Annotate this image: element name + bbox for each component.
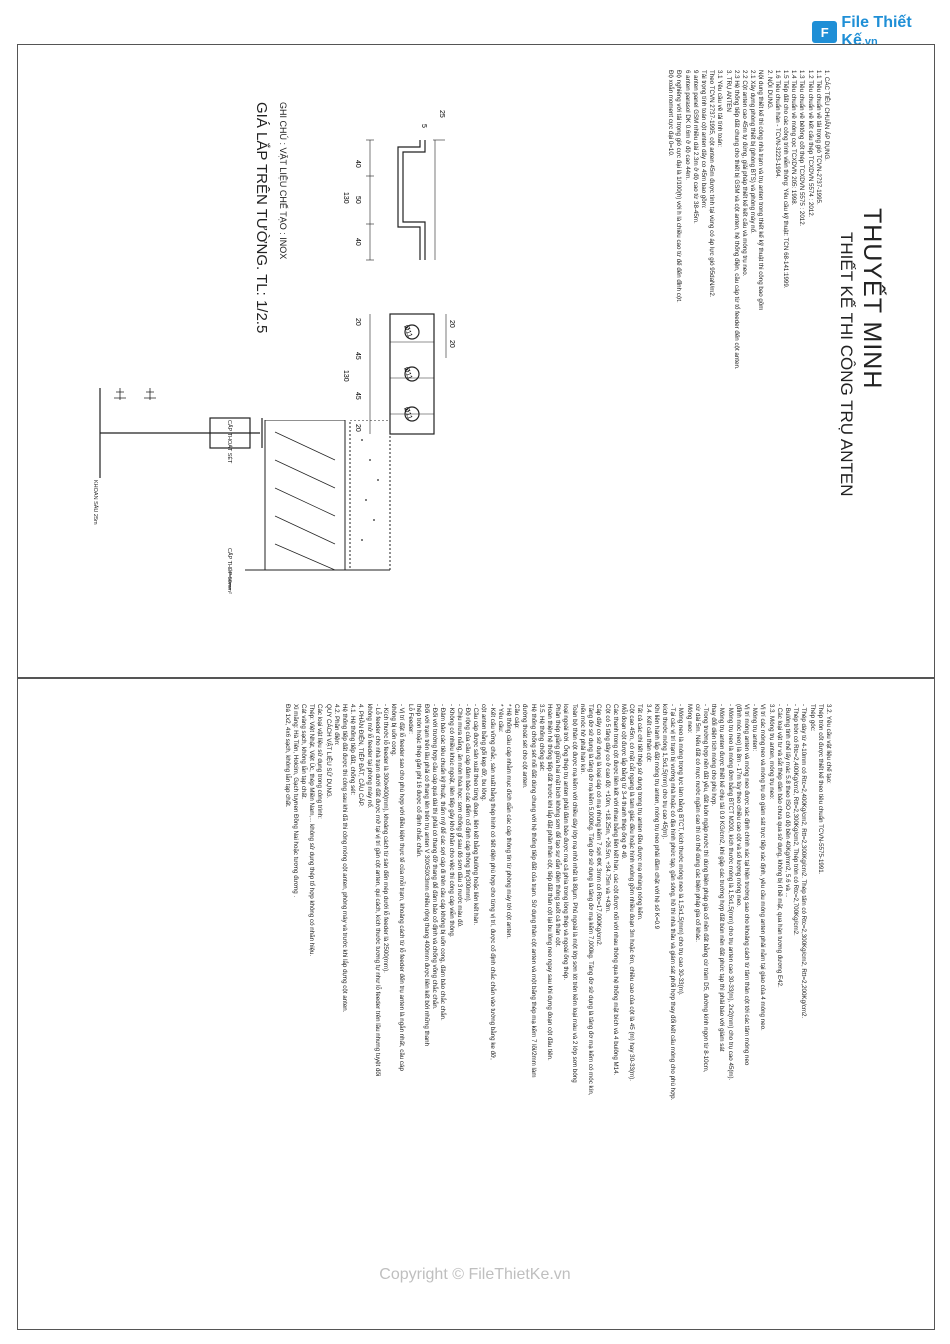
plate-dim-130: 130 — [342, 370, 349, 382]
right-text-line: Khi liên hành lắp đặt móng trụ anten, móng trụ neo phải đầm chặt với hệ số K=0.9 — [652, 704, 660, 930]
label-lightning-cable: CẤP THOÁT SÉT — [226, 420, 232, 464]
right-text-line: - Thép dày từ 4-10mm có Rtc=2,400Kg/cm2, Rtt=2,300Kg/cm2. Thép tấm có Rtc=2,300Kg/cm2, Rtt=2,200Kg/cm2. — [800, 704, 808, 1019]
left-text-line: 2. NỘI DUNG. — [765, 70, 773, 110]
right-text-line: Các thanh trong cột được liên kết với nhau bằng liên kết hàn, các cột được nối với nhau thông qua hệ thống mặt bích và 4 bulông M14. — [611, 704, 619, 1076]
right-text-line: 3.3. Móng trụ anten, móng trụ neo: — [767, 704, 775, 800]
right-text-line: Cầu cáp: — [513, 704, 521, 729]
right-text-line: kích thước móng 1,5x1,5(mm) cho trụ cao 45(m). — [660, 704, 668, 840]
right-text-line: Phần thép giằng giữa hai mặt bích không sơn để tạo sự dẫn điện thông suốt cả thân cột. — [554, 704, 562, 948]
right-text-line: 4.2. Phần điện: — [332, 704, 340, 746]
right-text-line: không bị uốn cong. — [390, 704, 398, 757]
profile-dim-25: 25 — [438, 110, 445, 118]
profile-dim-5: 5 — [420, 124, 427, 128]
right-text-line: 3.4. Kết cấu thân cột: — [644, 704, 652, 763]
right-text-line: Móng neo: — [685, 704, 693, 734]
right-text-line: - Độ rộng của cầu cáp đảm bảo các điểm cố định cáp thông tin(300mm). — [464, 704, 472, 903]
right-text-line: Các loại vật liệu sử dụng trong công trình: — [316, 704, 324, 819]
plate-dim-20c: 20 — [448, 320, 455, 328]
plate-dim-20b: 20 — [354, 424, 361, 432]
right-text-line: Tất cả các chi tiết thép sử dụng trong trụ anten đều được mạ nhúng nóng kẽm. — [636, 704, 644, 921]
right-text-line: - Cầu cáp được sản xuất theo từng đoạn, liên kết bằng bulông hoặc liên kết hàn. — [472, 704, 480, 926]
right-text-line: Cát vàng sạch, không lẫn tạp chất. — [300, 704, 307, 800]
bracket-plate-drawing — [270, 300, 480, 440]
right-text-line: Mỗi đoạn cột được lắp bằng từ 3-4 thanh thép ống Φ 49. — [619, 704, 627, 860]
left-text-line: 1.1 Tiêu chuẩn về tải trọng gió TCVN-2737-1995. — [814, 70, 822, 205]
left-text-line: 1.2 Tiêu chuẩn về kết cấu thép TCXDVN 5574 : 2012. — [806, 70, 814, 218]
right-text-line: Thép: Việt Nhật, Việt Úc, thép Miền Nam,... không sử dụng thép tổ hợp không có nhãn hiệu. — [308, 704, 316, 957]
right-text-line: Cột có 5 tầng dây co ở cao độ: +10m, +18.25m, +26.5m, +34.75m và +43m. — [603, 704, 611, 913]
left-text-line: 2.2 Cột anten cao 45m tự đứng, giải pháp thiết kế kết cấu và móng trụ neo. — [740, 70, 748, 277]
material-note: GHI CHÚ : VẬT LIỆU CHẾ TẠO : INOX — [278, 102, 288, 260]
left-text-line: 3.1 Yêu cầu về tải tính toán: — [716, 70, 724, 147]
left-text-line: Theo TCVN 2737-1995, cột anten 45m được tính tại vùng có áp lực gió 95daN/m2. — [708, 70, 716, 298]
page-title: THUYẾT MINH — [858, 208, 886, 390]
left-text-line: 9 anten panel GSM nhiều dài 2.3m ở độ cao từ 38-45m. — [691, 70, 699, 224]
right-text-line: cột anten bằng gối kẹp đỡ, bu lông. — [480, 704, 488, 802]
left-text-line: 1.5 Tiếp đất cho các công trình viễn thông: Yêu cầu kỹ thuật: TCN 68-141:1999. — [781, 70, 789, 289]
logo-badge-icon: F — [812, 21, 837, 43]
right-text-line: - Đối với trường hợp cầu cáp quá dài thì phải có thang đỡ thang để đảm bảo cố định và chống võng chắc chắn. — [431, 704, 439, 1010]
plate-dim-20d: 20 — [448, 340, 455, 348]
right-text-line: QUY CÁCH VẬT LIỆU SỬ DỤNG. — [324, 704, 332, 799]
bracket-detail-drawing — [270, 100, 480, 310]
left-text-line: Tải trọng tính toán cột anten dây co 45m bao gồm: — [699, 70, 707, 209]
right-text-line: - Các loại vật tư và sắt thép dân bảo chưa qua sử dụng, không bị rỉ bề mặt, qua hàn tương đương E42. — [775, 704, 783, 988]
left-text-line: 1.4 Tiêu chuẩn về móng cọc TCXDVN 205: 1998. — [790, 70, 798, 206]
right-text-line: - Tại các vị trí trạm bị vướng nhà hoặc có địa hình phức tạp, gần sông, hồ thì nhà thầu và giám sát phối hợp thay đổi kết cấu móng cho phù hợp. — [669, 704, 677, 1101]
right-text-line: - Trong trường hợp nền đất yếu, đất luôn ngập nước thì dùng biện pháp gia cố nền đất bằng cừ tràm D5, đường kính ngọn từ 8-10cm, — [701, 704, 709, 1073]
right-text-line: Đối với trạm trên lầu phải có thang lên trên trụ anten V 30X50X3mm chiều rộng thang 400mm được liên kết bởi những thanh — [423, 704, 431, 1047]
hole-label-3: Ø11 — [402, 406, 414, 421]
right-text-line: Hoàn thiện hệ thống tiếp đất trước khi lắp đặt phần thân cột, tiếp đất thân cột lại bu lông neo ngay sau khi dựng đoạn cột đầu tiên. — [546, 704, 554, 1061]
plate-dim-20a: 20 — [354, 318, 361, 326]
right-text-line: Vị trí các móng neo và móng trụ do giám sát trực tiếp xác định, yêu cầu móng anten phải nằm tại giao của 4 móng neo. — [759, 704, 767, 1031]
right-text-line: 4. PHẦN ĐIỆN, TIẾP ĐẤT, CẦU CÁP. — [357, 704, 365, 807]
right-text-line: Hệ thống chống sét nối đất dùng chung với hệ thống tiếp đất của trạm. Sử dụng thân cột anten và một băng thép mạ kẽm 7 lõi/2mm làm — [529, 704, 537, 1078]
hole-label-1: Ø11 — [402, 324, 414, 339]
right-text-line: - Chịu mưa nắng, ăn mòn hóa học: sơn chống gỉ sau đó sơn dầu 3 nước màu đỏ. — [455, 704, 463, 928]
profile-dim-130: 130 — [342, 192, 349, 204]
right-text-line: - Móng trụ neo là móng đơn bằng BTCT M200, kích thước móng là 1,5x1,5(mm) cho trụ anten cao 30-33(m), 2x2(mm) cho trụ cao 45(m). — [726, 704, 734, 1081]
right-text-line: loại ngoài trời. Ống thép trụ anten phải đảm bảo được mạ cả phía trong lòng thép và ngoài ống thép. — [562, 704, 570, 981]
profile-dim-50: 50 — [354, 196, 361, 204]
right-text-line: - Móng neo là móng trọng lực làm bằng BTCT, kích thước móng neo là 1,5x1,5(mm) cho trụ cao 30-33(m). — [677, 704, 685, 996]
right-text-line: cừ dài 5m. Nếu đất có mực nước ngầm cao thì có thể dùng các biện pháp gia cố khác. — [693, 704, 701, 942]
plate-dim-45a: 45 — [354, 352, 361, 360]
right-text-line: - Kết cấu vững chắc, sản xuất bằng thép hình có tiết diện phù hợp cho từng vị trí, được cố định chắc chắn vào tường bằng ke đỡ, — [488, 704, 496, 1060]
right-text-block — [282, 704, 832, 1100]
label-steel-cable: CẤP THÉP 50mm² — [226, 548, 232, 594]
left-text-line: 1.3 Tiêu chuẩn về bêtông cốt thép TCXDVN 5575 : 2012. — [798, 70, 806, 227]
page-subtitle: THIẾT KẾ THI CÔNG TRỤ ANTEN — [837, 232, 856, 497]
plate-dim-45b: 45 — [354, 392, 361, 400]
right-text-line: Thép tròn cốt được thiết kế theo tiêu chuẩn TCVN-5575-1991. — [816, 704, 824, 875]
right-text-line: thay đổi diện tích móng cho phù hợp. — [710, 704, 718, 807]
right-text-line: 4.1. Hệ thống tiếp đất, chống sét: — [349, 704, 357, 796]
rod-detail-drawing — [90, 378, 280, 488]
right-text-line: - Vị trí đặt lỗ feeder sao cho phù hợp với điều kiện thực tế của mỗi trạm, khoảng cách từ lỗ feeder đến trụ anten là ngắn nhất, cầu cáp — [398, 704, 406, 1071]
right-text-line: nếu móc hở phải hàn kín. — [578, 704, 586, 775]
right-text-line: Vị trí móng anten và móng neo được xác định chính xác tại hiện trường sao cho khoảng cách từ tâm thân cột tới các tâm móng neo — [742, 704, 750, 1066]
left-text-line: 2.1 Xây dựng phòng thiết bị (phòng BTS) và phòng máy nổ. — [749, 70, 757, 234]
right-text-line: - Kích thước lỗ feeder là 300x400(mm), khoảng cách từ sàn đến mép dưới lỗ feeder là 2500(mm). — [382, 704, 390, 973]
right-text-line: - Bulông tinh chế lấy mác 5.8 theo ISO có độ bền 40Kg/mm2, 5.6 và ... — [783, 704, 791, 898]
drawing-caption: GIÁ LẮP TRÊN TƯỜNG. TL: 1/2.5 — [253, 102, 270, 334]
right-text-line: - Thép tròn có Rtc=2,400Kg/cm2, Rtt=2,300Kg/cm2, Thép tròn có Rtc=2,700Kg/cm2. — [792, 704, 800, 936]
logo-text: File Thiết Kế.vn — [841, 14, 912, 49]
right-text-line: Cáp dây co sử dụng là loại cáp có mạ nhúng kẽm 7 sợi ΦK 3mm có Rtc=17,000Kg/cm2. — [595, 704, 603, 947]
left-text-block — [666, 70, 830, 370]
left-text-line: 1.6 Tiêu chuẩn hàn - TCVN-3223-1994. — [773, 70, 781, 179]
right-text-line: Đá 1x2, 4x6 sạch, không lẫn tạp chất. — [283, 704, 291, 808]
profile-dim-40a: 40 — [354, 160, 361, 168]
right-text-line: không mở lỗ feeder tại phòng máy nổ. — [365, 704, 373, 809]
right-text-line: * Hệ thống cầu cáp nhằm mục đích dẫn các cáp thông tin từ phòng máy tới cột anten. — [505, 704, 513, 939]
label-drill-depth: KHOAN SÂU 25m — [92, 480, 98, 525]
right-text-line: Thép góc: — [808, 704, 816, 732]
right-text-line: - Không có nhiều khúc ngoặt, liên tiếp gây khó khăn cho việc thi công cáp viễn thông. — [447, 704, 455, 938]
right-text-line: Lỗ Feeder: — [406, 704, 414, 734]
right-text-line: thép tròn hoặc thép gân phi 16 được cố định chắc chắn. — [414, 704, 422, 858]
left-text-line: 1. CÁC TIÊU CHUẨN ÁP DỤNG. — [823, 70, 830, 161]
left-text-line: Nội dung thiết kế thi công nhà trạm và trụ anten trong thiết kế kỹ thuật thi công bao gồm — [757, 70, 765, 311]
copyright-watermark: Copyright © FileThietKe.vn — [379, 1266, 571, 1283]
right-text-line: Tăng đơ sử dụng là tăng đơ mạ kẽm 5,000Kg. Tăng đơ sử dụng là tăng đơ mạ kẽm 7,000kg. Tăng đơ sử dụng là tăng đơ mạ kẽm có móc kín, — [587, 704, 595, 1096]
right-text-line: Xi măng: Hà Tiên, Holcim, Gạch tuynen Đồng Nai hoặc tương đương . — [291, 704, 299, 898]
right-text-line: 3.2. Yêu cầu vật liệu chế tạo: — [825, 704, 832, 784]
right-text-line: - Móng trụ anten được thiết kế chịu tải 0.9 KG/cm2, khi gặp các trường hợp đất bùn nền đất phức tạp thì phải báo với giám sát — [718, 704, 726, 1052]
left-text-line: Độ xoắn moment cực đại 0=10. — [667, 70, 675, 157]
right-text-line: (đỉnh móc neo) là 8m - 17m tùy theo chiều cao cột và số lượng móng neo. — [734, 704, 742, 908]
right-text-line: đường thoát sét cho cột anten. — [521, 704, 529, 789]
right-text-line: - Móng trụ anten: — [751, 704, 759, 752]
right-text-line: - Đảm bảo các tiêu chuẩn kỹ thuật, thẩm mỹ để các sợi cáp đi trên cầu cáp không bị uốn cong, đảm bảo chắc chắn. — [439, 704, 447, 1021]
right-text-line: - Lỗ feeder cho nhà trạm dưới đất được mở tại vị trí gần cột anten, qui cách, kích thước tương tự như lỗ feeder trên lầu nhưng tuyệt đối — [373, 704, 381, 1077]
left-text-line: Độ nghiêng với tải trọng gió cực đại là 1/100(h) với h là chiều cao từ đế đến đỉnh cột. — [675, 70, 683, 303]
left-text-line: 6 anten parasol DK 0.6m ở độ cao 44m. — [683, 70, 691, 180]
profile-dim-40b: 40 — [354, 238, 361, 246]
right-text-line: Toàn bộ thân cột được mạ kẽm với chiều dày lớp mạ nhỏ nhất là 80µm. Phủ ngoài là một lớp sơn lót trên kẽm loại màu và 2 lớp sơn bóng — [570, 704, 578, 1083]
right-text-line: * Yêu cầu: — [496, 704, 504, 733]
hole-label-2: Ø11 — [402, 366, 414, 381]
left-text-line: 2.3 Hệ thống tiếp đất chung cho thiết bị GSM và cột anten, hệ thống điện, cầu cáp từ tổ feeder đến cột anten. — [732, 70, 740, 370]
left-text-line: 3. TRỤ ANTEN — [724, 70, 732, 112]
right-text-line: Cột cao 45m, có mặt cắt ngang là tam giác đều hoặc hình vuông gồm nhiều đoạn 3m hoặc 6m, chiều cao của cột là 45 (m) hay 30-33(m). — [628, 704, 636, 1081]
right-text-line: 3.5. Hệ thống chống sét: — [537, 704, 545, 772]
right-text-line: Hệ thống tiếp đất được thi công sau khi đã thi công móng cột anten, phòng máy và trước khi lắp dựng cột anten. — [341, 704, 349, 1013]
